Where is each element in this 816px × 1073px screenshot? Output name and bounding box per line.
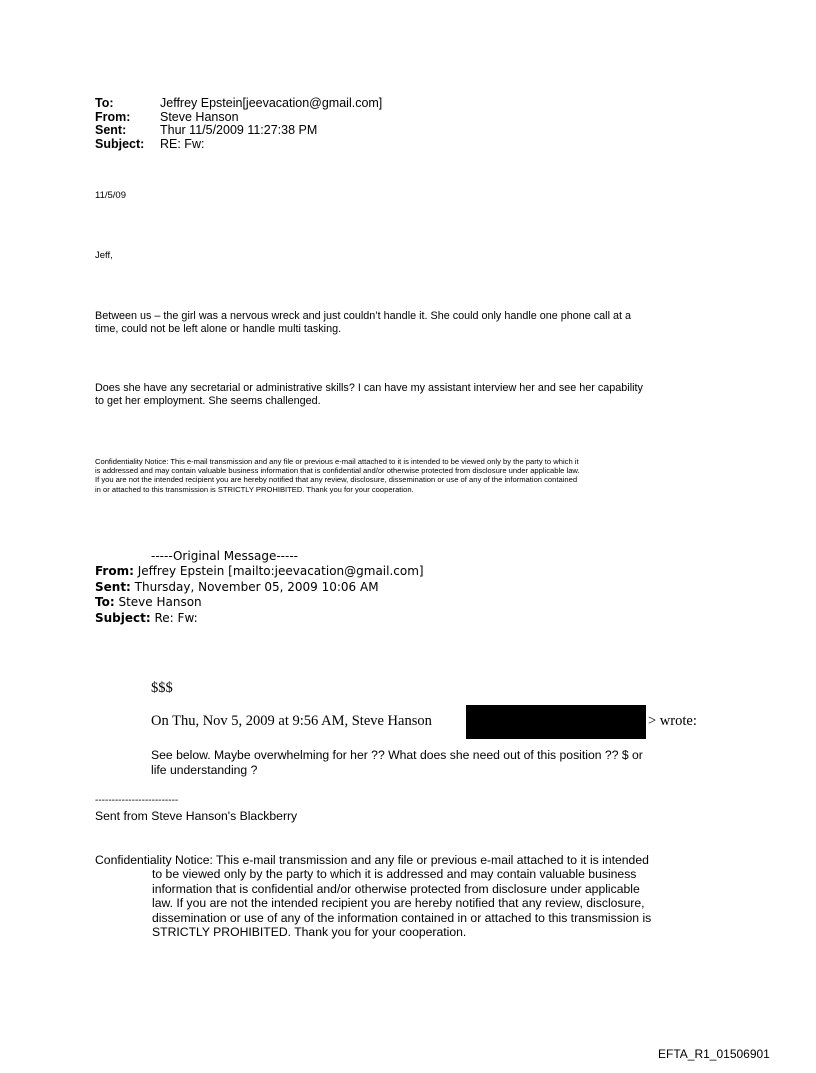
header-sent-row (95, 124, 382, 138)
conf1-line-2: is addressed and may contain valuable business information that is confidential and/or otherwise protected from disclosure under applicable law. (95, 466, 580, 476)
confidentiality-notice-1 (95, 457, 735, 494)
quoted-text (151, 748, 721, 777)
conf2-line-3: information that is confidential and/or otherwise protected from disclosure under applicable (152, 881, 640, 896)
to-label: To: (95, 96, 114, 110)
sent-label: Sent: (95, 123, 127, 137)
orig-subject-value: Re: Fw: (150, 610, 198, 625)
signature-separator: ------------------------- (95, 795, 179, 806)
original-message-header (95, 564, 515, 626)
orig-to-label: To: (95, 595, 115, 609)
conf2-line-5: dissemination or use of any of the information contained in or attached to this transmission is (152, 910, 652, 925)
orig-from-row (95, 564, 515, 580)
orig-sent-label: Sent: (95, 579, 131, 594)
sent-value: Thur 11/5/2009 11:27:38 PM (160, 123, 318, 137)
quoted-line-2: life understanding ? (151, 762, 258, 777)
orig-from-value: Jeffrey Epstein [mailto:jeevacation@gmail.com] (133, 564, 424, 578)
body-paragraph-2 (95, 382, 755, 407)
orig-subject-row (95, 611, 515, 627)
subject-value: RE: Fw: (160, 136, 205, 151)
para2-line-2: to get her employment. She seems challenged. (95, 394, 321, 407)
confidentiality-notice-2 (95, 853, 735, 939)
header-subject-row (95, 138, 382, 152)
from-label: From: (95, 109, 131, 124)
conf2-line-4: law. If you are not the intended recipient you are hereby notified that any review, disclosure, (152, 896, 645, 911)
document-id: EFTA_R1_01506901 (658, 1047, 770, 1061)
conf1-line-1: Confidentiality Notice: This e-mail transmission and any file or previous e-mail attached to it is intended to be viewed only by the party to which it (95, 457, 579, 466)
reply-text: $$$ (151, 680, 173, 696)
conf1-line-4: in or attached to this transmission is STRICTLY PROHIBITED. Thank you for your cooperation. (95, 484, 414, 494)
conf2-line-1: Confidentiality Notice: This e-mail transmission and any file or previous e-mail attached to it is intended (95, 853, 649, 867)
header-to-row (95, 97, 382, 111)
subject-label: Subject: (95, 136, 145, 151)
from-value: Steve Hanson (160, 109, 239, 124)
quote-attribution-left: On Thu, Nov 5, 2009 at 9:56 AM, Steve Hanson (151, 713, 432, 729)
para1-line-1: Between us – the girl was a nervous wreck and just couldn’t handle it. She could only handle one phone call at a (95, 310, 631, 322)
orig-to-row (95, 595, 515, 611)
blackberry-signature: Sent from Steve Hanson's Blackberry (95, 809, 298, 823)
orig-subject-label: Subject: (95, 610, 151, 625)
conf2-line-2: to be viewed only by the party to which it is addressed and may contain valuable business (152, 867, 637, 882)
body-greeting: Jeff, (95, 250, 113, 261)
conf2-line-6: STRICTLY PROHIBITED. Thank you for your cooperation. (152, 925, 467, 940)
orig-sent-value: Thursday, November 05, 2009 10:06 AM (130, 579, 379, 594)
orig-from-label: From: (95, 564, 134, 578)
conf1-line-3: If you are not the intended recipient you are hereby notified that any review, disclosure, dissemination or use of any of the information contained (95, 475, 578, 485)
redaction-box (466, 705, 646, 739)
para1-line-2: time, could not be left alone or handle multi tasking. (95, 322, 342, 335)
to-value: Jeffrey Epstein[jeevacation@gmail.com] (160, 96, 383, 110)
body-paragraph-1 (95, 310, 755, 335)
orig-sent-row (95, 580, 515, 596)
para2-line-1: Does she have any secretarial or administrative skills? I can have my assistant interview her and see her capability (95, 382, 643, 394)
quote-attribution-right: > wrote: (648, 713, 697, 729)
email-header (95, 97, 382, 151)
orig-to-value: Steve Hanson (114, 595, 202, 609)
body-date: 11/5/09 (95, 190, 126, 201)
header-from-row (95, 111, 382, 125)
quoted-line-1: See below. Maybe overwhelming for her ?? What does she need out of this position ?? $ or (151, 748, 643, 762)
original-message-separator: -----Original Message----- (151, 549, 298, 563)
